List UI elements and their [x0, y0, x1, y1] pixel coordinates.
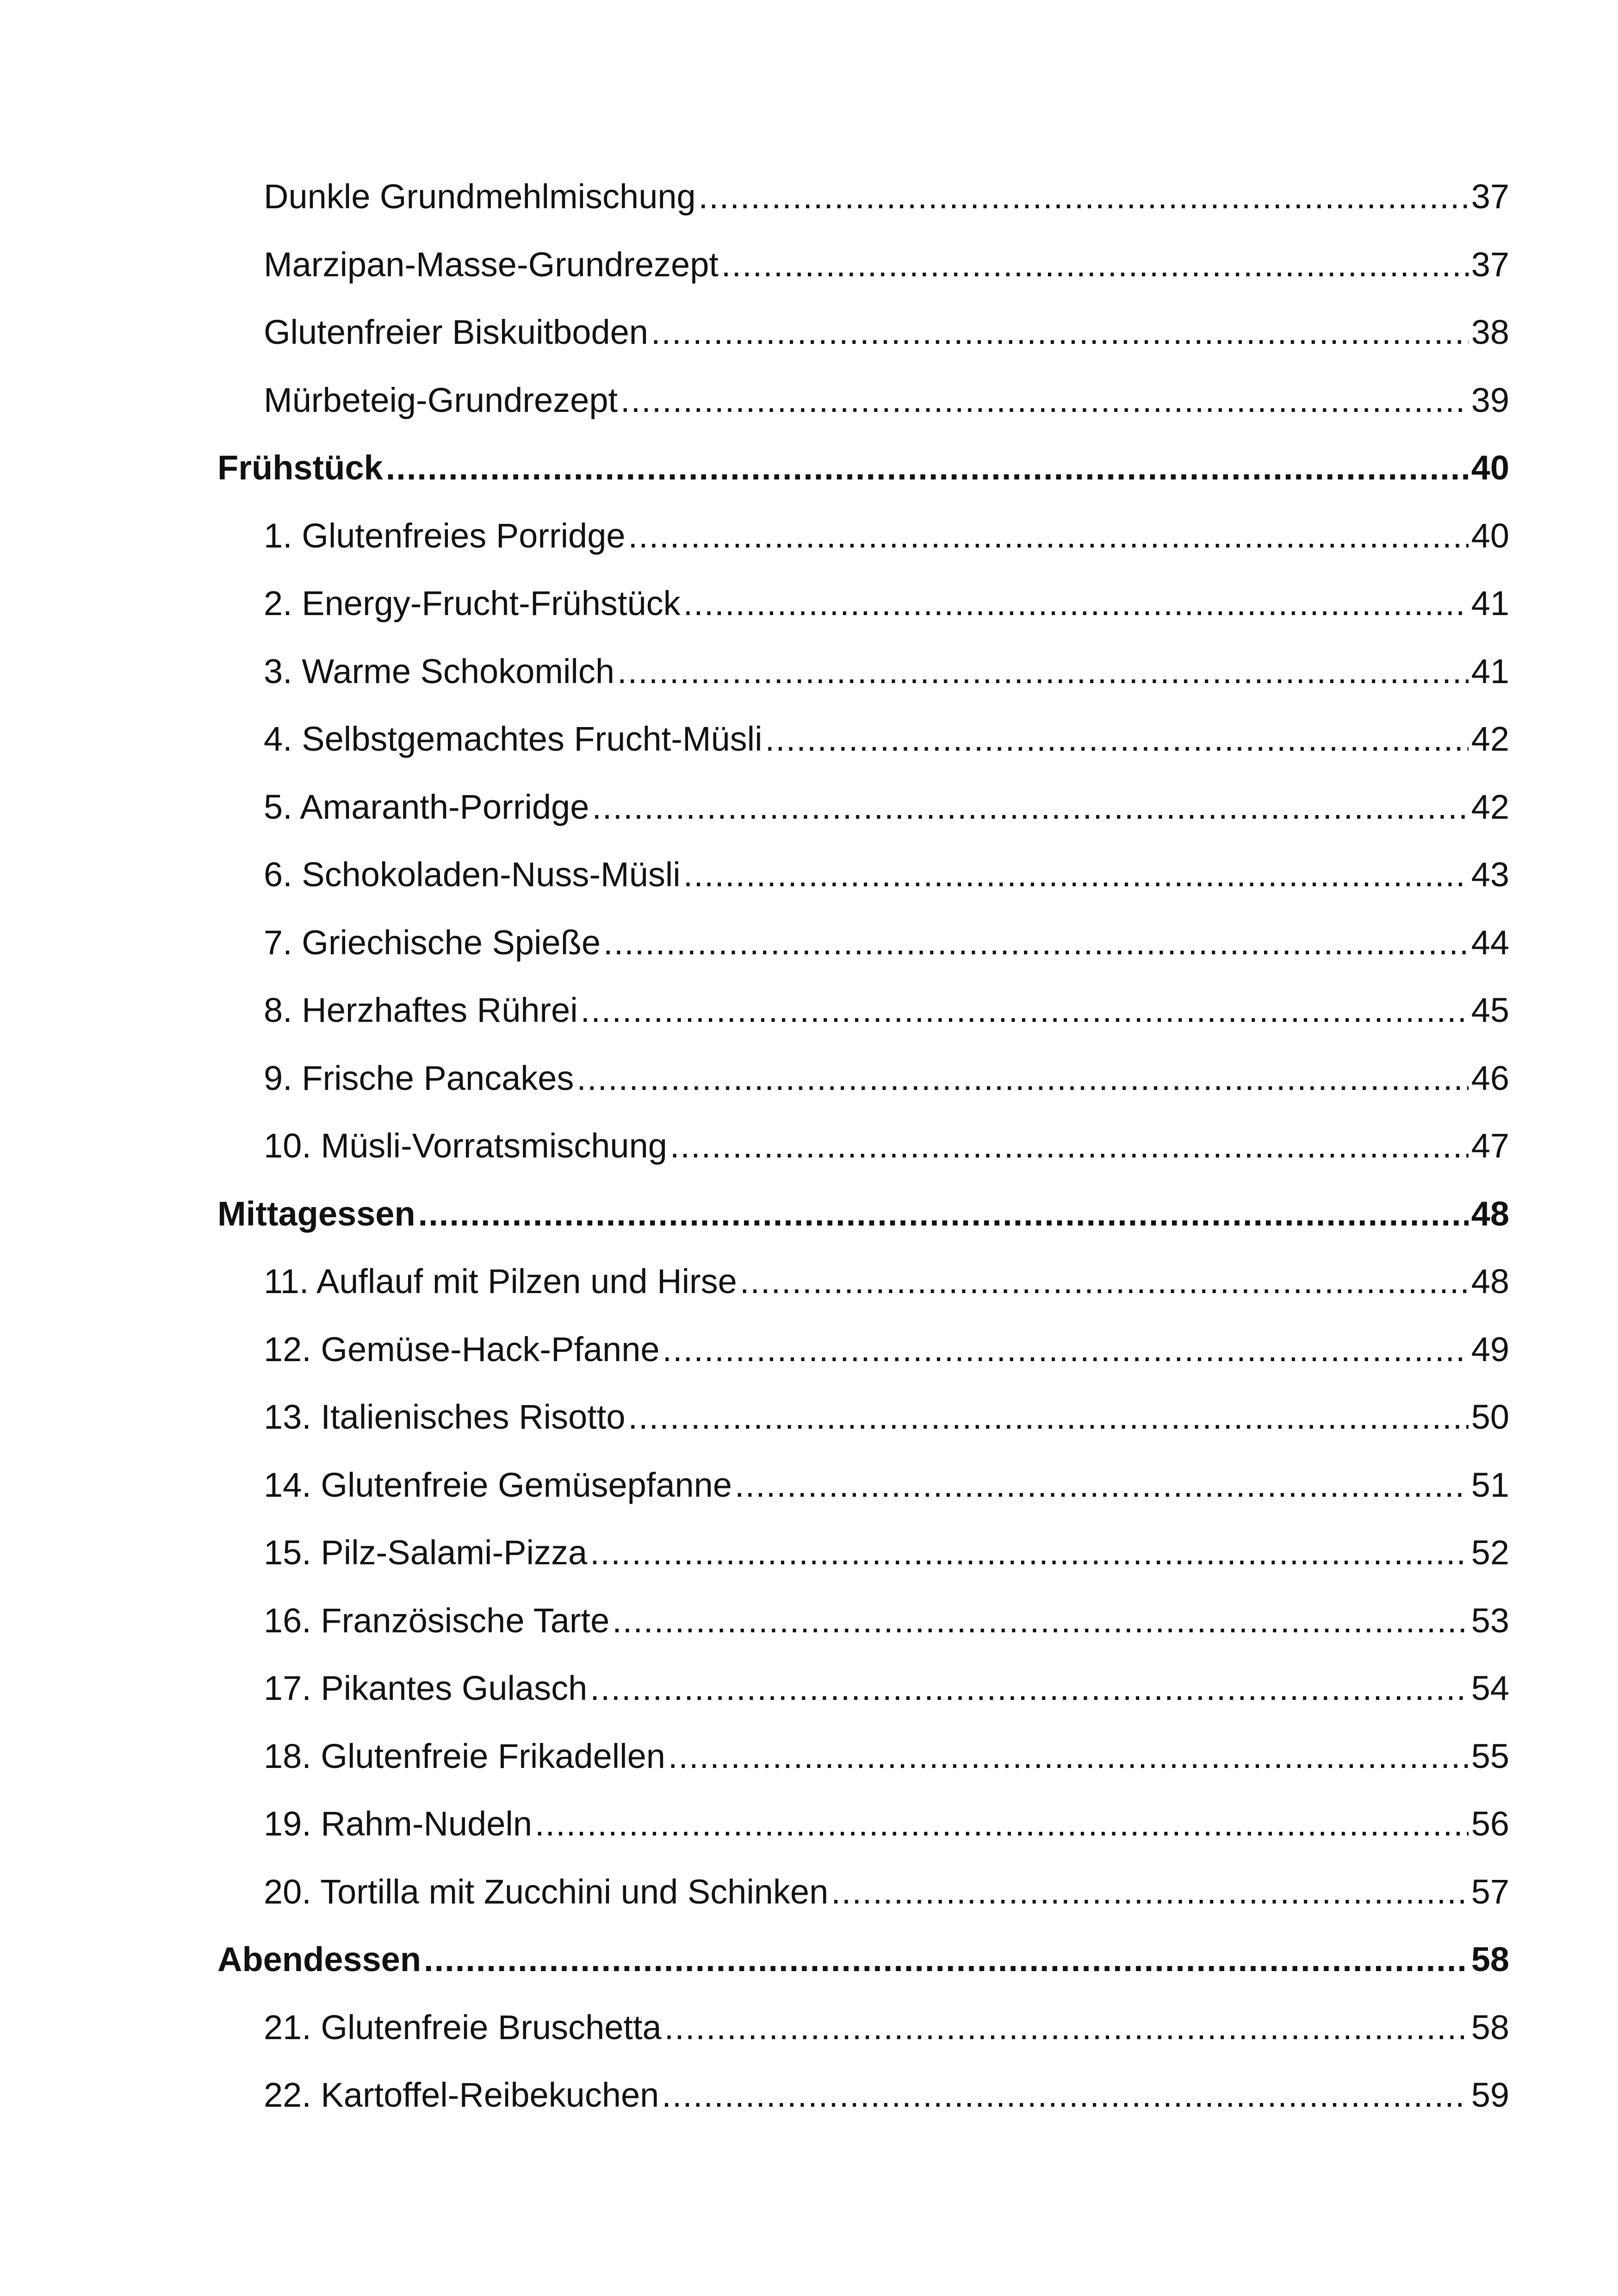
toc-entry-page-number: 58	[1471, 1940, 1509, 1979]
toc-entry-title: 14. Glutenfreie Gemüsepfanne	[264, 1465, 732, 1504]
toc-entry-page-number: 51	[1471, 1465, 1509, 1504]
toc-entry-title: Dunkle Grundmehlmischung	[264, 177, 696, 216]
dot-leader	[603, 909, 1469, 977]
toc-entry-page-number: 41	[1471, 584, 1509, 622]
dot-leader	[535, 1790, 1469, 1858]
toc-entry-page-number: 46	[1471, 1058, 1509, 1097]
toc-entry-title: 21. Glutenfreie Bruschetta	[264, 2008, 662, 2047]
toc-entry-page-number: 53	[1471, 1601, 1509, 1640]
toc-chapter-entry	[217, 434, 1509, 502]
toc-entry-title: 22. Kartoffel-Reibekuchen	[264, 2076, 659, 2114]
toc-chapter-entry	[217, 1180, 1509, 1248]
toc-entry	[217, 638, 1509, 706]
toc-entry-page-number: 58	[1471, 2008, 1509, 2047]
toc-entry	[217, 909, 1509, 977]
toc-entry-page-number: 48	[1471, 1262, 1509, 1300]
toc-entry	[217, 1112, 1509, 1180]
toc-entry	[217, 1790, 1509, 1858]
dot-leader	[628, 1383, 1469, 1451]
toc-entry-title: 6. Schokoladen-Nuss-Müsli	[264, 855, 681, 894]
toc-entry	[217, 2061, 1509, 2129]
dot-leader	[386, 434, 1469, 502]
toc-entry-title: 7. Griechische Spieße	[264, 923, 601, 962]
toc-entry-page-number: 49	[1471, 1330, 1509, 1369]
toc-entry	[217, 231, 1509, 299]
toc-entry-title: Frühstück	[217, 448, 383, 487]
dot-leader	[424, 1926, 1469, 1994]
toc-entry	[217, 163, 1509, 231]
dot-leader	[663, 1316, 1469, 1384]
toc-entry-page-number: 50	[1471, 1398, 1509, 1436]
toc-entry-title: 20. Tortilla mit Zucchini und Schinken	[264, 1872, 829, 1911]
toc-entry-title: Mittagessen	[217, 1194, 415, 1233]
toc-entry	[217, 570, 1509, 638]
toc-entry-title: 3. Warme Schokomilch	[264, 652, 615, 691]
toc-entry-title: 4. Selbstgemachtes Frucht-Müsli	[264, 720, 763, 758]
dot-leader	[628, 502, 1469, 570]
dot-leader	[612, 1587, 1468, 1655]
toc-entry	[217, 1994, 1509, 2062]
toc-entry-title: 11. Auflauf mit Pilzen und Hirse	[264, 1262, 737, 1300]
toc-entry-title: 18. Glutenfreie Frikadellen	[264, 1736, 665, 1775]
toc-entry-title: 16. Französische Tarte	[264, 1601, 610, 1640]
dot-leader	[664, 1994, 1469, 2062]
toc-entry-title: 13. Italienisches Risotto	[264, 1398, 626, 1436]
dot-leader	[765, 705, 1469, 773]
toc-entry	[217, 1723, 1509, 1791]
toc-entry-title: Mürbeteig-Grundrezept	[264, 380, 618, 419]
dot-leader	[735, 1451, 1469, 1519]
toc-entry-page-number: 45	[1471, 991, 1509, 1029]
toc-entry-page-number: 48	[1471, 1194, 1509, 1233]
toc-entry	[217, 299, 1509, 367]
dot-leader	[620, 367, 1469, 435]
dot-leader	[617, 638, 1469, 706]
toc-entry-page-number: 44	[1471, 923, 1509, 962]
toc-entry	[217, 1451, 1509, 1519]
toc-entry-title: 2. Energy-Frucht-Frühstück	[264, 584, 681, 622]
toc-entry	[217, 502, 1509, 570]
toc-entry-title: Glutenfreier Biskuitboden	[264, 313, 648, 351]
toc-entry	[217, 977, 1509, 1045]
toc-entry	[217, 1519, 1509, 1587]
toc-entry-page-number: 52	[1471, 1533, 1509, 1572]
toc-entry-page-number: 42	[1471, 720, 1509, 758]
toc-entry-title: Marzipan-Masse-Grundrezept	[264, 245, 719, 284]
toc-entry	[217, 1858, 1509, 1926]
toc-entry-title: 1. Glutenfreies Porridge	[264, 516, 626, 555]
dot-leader	[699, 163, 1469, 231]
dot-leader	[670, 1112, 1469, 1180]
dot-leader	[683, 841, 1469, 909]
toc-entry-title: 8. Herzhaftes Rührei	[264, 991, 578, 1029]
toc-entry	[217, 1383, 1509, 1451]
toc-entry-page-number: 47	[1471, 1126, 1509, 1165]
toc-entry	[217, 367, 1509, 435]
toc-entry-title: 10. Müsli-Vorratsmischung	[264, 1126, 667, 1165]
toc-entry	[217, 1587, 1509, 1655]
toc-entry-page-number: 39	[1471, 380, 1509, 419]
toc-entry-title: 9. Frische Pancakes	[264, 1058, 574, 1097]
toc-entry-page-number: 54	[1471, 1669, 1509, 1707]
toc-entry-page-number: 59	[1471, 2076, 1509, 2114]
dot-leader	[668, 1723, 1469, 1791]
dot-leader	[577, 1045, 1468, 1113]
toc-entry	[217, 705, 1509, 773]
toc-entry	[217, 773, 1509, 841]
toc-entry	[217, 1655, 1509, 1723]
toc-entry-title: 15. Pilz-Salami-Pizza	[264, 1533, 588, 1572]
toc-entry-page-number: 37	[1471, 177, 1509, 216]
toc-entry-page-number: 40	[1471, 516, 1509, 555]
dot-leader	[662, 2061, 1468, 2129]
dot-leader	[590, 1519, 1469, 1587]
toc-entry	[217, 1045, 1509, 1113]
toc-entry-page-number: 37	[1471, 245, 1509, 284]
dot-leader	[581, 977, 1469, 1045]
toc-entry-page-number: 41	[1471, 652, 1509, 691]
toc-entry-page-number: 43	[1471, 855, 1509, 894]
dot-leader	[721, 231, 1469, 299]
toc-entry-title: 19. Rahm-Nudeln	[264, 1804, 532, 1843]
dot-leader	[590, 1655, 1468, 1723]
toc-entry-page-number: 55	[1471, 1736, 1509, 1775]
dot-leader	[740, 1248, 1469, 1316]
toc-entry-title: 5. Amaranth-Porridge	[264, 787, 589, 826]
toc-entry-page-number: 38	[1471, 313, 1509, 351]
dot-leader	[683, 570, 1469, 638]
toc-entry	[217, 841, 1509, 909]
toc-entry-page-number: 40	[1471, 448, 1509, 487]
toc-entry-page-number: 56	[1471, 1804, 1509, 1843]
toc-chapter-entry	[217, 1926, 1509, 1994]
toc-entry-title: 12. Gemüse-Hack-Pfanne	[264, 1330, 660, 1369]
toc-entry-page-number: 42	[1471, 787, 1509, 826]
toc-entry-page-number: 57	[1471, 1872, 1509, 1911]
dot-leader	[831, 1858, 1468, 1926]
toc-entry-title: 17. Pikantes Gulasch	[264, 1669, 588, 1707]
dot-leader	[418, 1180, 1469, 1248]
table-of-contents	[217, 163, 1509, 2129]
toc-entry	[217, 1316, 1509, 1384]
toc-entry-title: Abendessen	[217, 1940, 422, 1979]
toc-entry	[217, 1248, 1509, 1316]
dot-leader	[651, 299, 1469, 367]
dot-leader	[592, 773, 1468, 841]
